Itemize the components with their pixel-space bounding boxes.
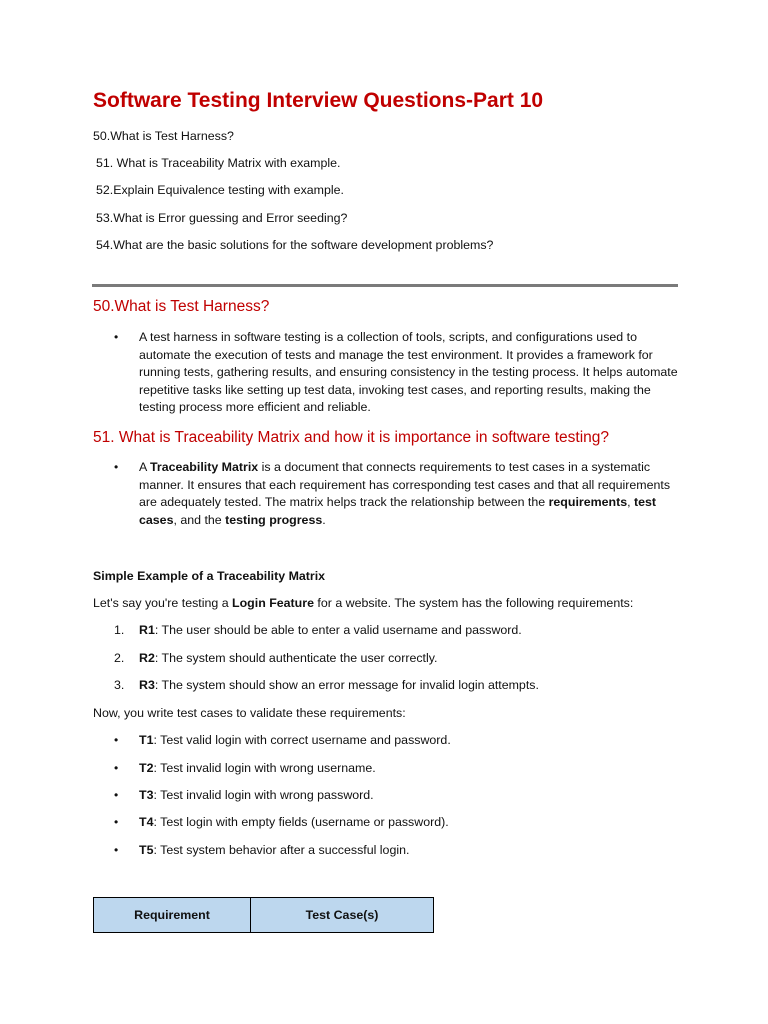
list-item: T3: Test invalid login with wrong password.	[139, 788, 374, 802]
list-number: 3.	[114, 678, 125, 692]
bullet-icon: •	[114, 815, 119, 829]
bullet-icon: •	[114, 788, 119, 802]
q51-answer: A Traceability Matrix is a document that connects requirements to test cases in a systematic manner. It ensures that each requirement has corresponding test cases and that all requirements are adequately tested. The matrix helps track the relationship between the requirements, test cases, and the testing progress.	[139, 460, 671, 527]
bullet-icon: •	[114, 843, 119, 857]
list-item: R2: The system should authenticate the user correctly.	[139, 651, 438, 665]
toc-item-51: 51. What is Traceability Matrix with example.	[96, 156, 341, 170]
q50-answer: A test harness in software testing is a collection of tools, scripts, and configurations used to automate the execution of tests and manage the test environment. It provides a framework for running tests, gathering results, and ensuring consistency in the testing process. It helps automate repetitive tasks like setting up test data, invoking test cases, and reporting results, making the testing process more efficient and reliable.	[139, 330, 678, 415]
section-divider	[92, 284, 678, 287]
bullet-icon: •	[114, 330, 119, 344]
table-header-requirement: Requirement	[94, 898, 251, 933]
list-item: T4: Test login with empty fields (username or password).	[139, 815, 449, 829]
traceability-table	[93, 897, 434, 933]
example-intro: Let's say you're testing a Login Feature for a website. The system has the following requirements:	[93, 596, 634, 610]
list-item: T5: Test system behavior after a successful login.	[139, 843, 410, 857]
table-header-row	[94, 898, 434, 933]
example-heading: Simple Example of a Traceability Matrix	[93, 569, 326, 583]
q51-heading: 51. What is Traceability Matrix and how it is importance in software testing?	[93, 429, 610, 446]
q50-heading: 50.What is Test Harness?	[93, 298, 270, 315]
page-title: Software Testing Interview Questions-Part 10	[93, 89, 544, 112]
list-item: T2: Test invalid login with wrong username.	[139, 761, 376, 775]
list-item: R1: The user should be able to enter a valid username and password.	[139, 623, 522, 637]
list-number: 2.	[114, 651, 125, 665]
list-number: 1.	[114, 623, 125, 637]
list-item: T1: Test valid login with correct username and password.	[139, 733, 451, 747]
table-header-test-cases: Test Case(s)	[251, 898, 434, 933]
toc-item-52: 52.Explain Equivalence testing with example.	[96, 183, 344, 197]
bullet-icon: •	[114, 733, 119, 747]
term-traceability-matrix: Traceability Matrix	[150, 460, 259, 474]
tests-intro: Now, you write test cases to validate these requirements:	[93, 706, 406, 720]
list-item: R3: The system should show an error message for invalid login attempts.	[139, 678, 539, 692]
bullet-icon: •	[114, 460, 119, 474]
toc-item-54: 54.What are the basic solutions for the software development problems?	[96, 238, 494, 252]
toc-item-50: 50.What is Test Harness?	[93, 129, 234, 143]
bullet-icon: •	[114, 761, 119, 775]
toc-item-53: 53.What is Error guessing and Error seeding?	[96, 211, 348, 225]
